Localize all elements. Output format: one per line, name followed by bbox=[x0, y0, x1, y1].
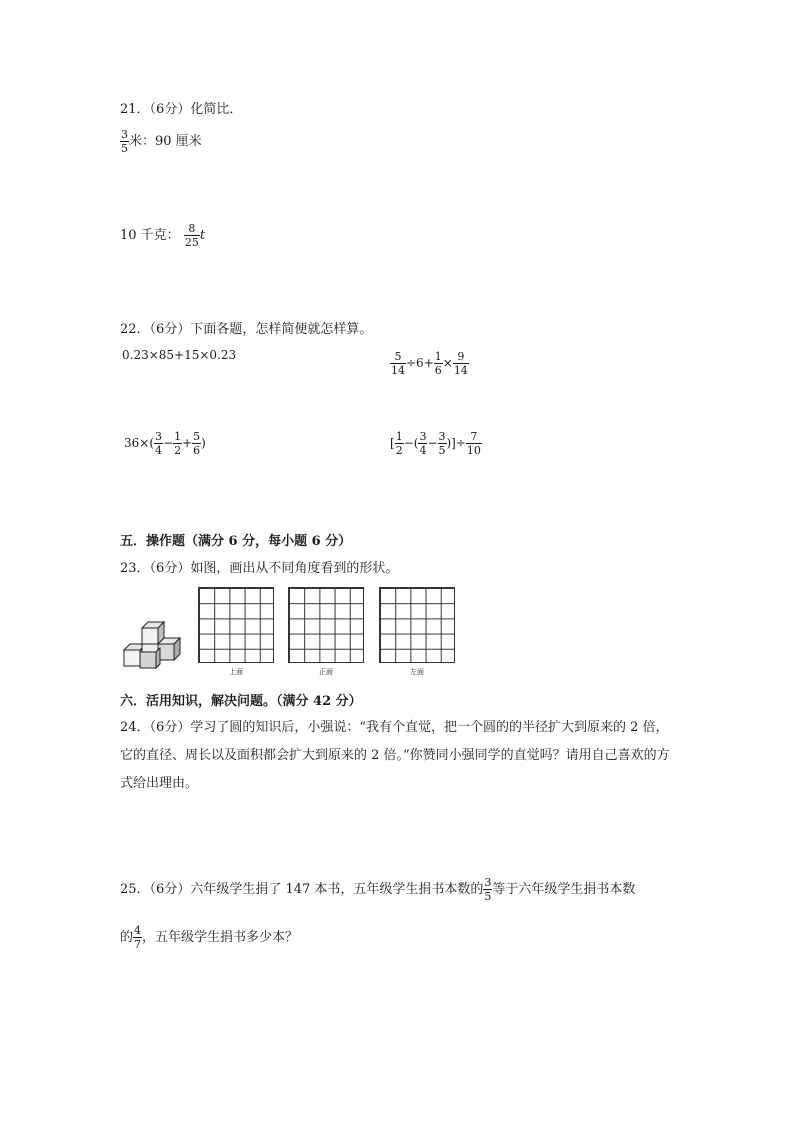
section-5-heading: 五．操作题（满分 6 分，每小题 6 分） bbox=[120, 534, 352, 549]
q22-expression-2: $\frac{5}{14}$ ÷6+ $\frac{1}{6}$ × $\frac{9}{14}$ bbox=[391, 350, 468, 377]
grid-front-view[interactable] bbox=[288, 587, 364, 663]
q25-line-1: 25．（6分）六年级学生捐了 147 本书，五年级学生捐书本数的 $\frac{3}{5}$ 等于六年级学生捐书本数 bbox=[120, 876, 636, 903]
grid-top-view[interactable] bbox=[198, 587, 274, 663]
q23-title: 23．（6分）如图，画出从不同角度看到的形状。 bbox=[120, 561, 399, 576]
q21-expression-b: 10 千克： $\frac{8}{25}$ t bbox=[120, 222, 206, 249]
grid-left-view[interactable] bbox=[379, 587, 455, 663]
q21-title: 21．（6分）化简比． bbox=[120, 102, 243, 117]
fraction: $\frac{3}{5}$ bbox=[121, 128, 128, 155]
section-6-heading: 六．活用知识，解决问题。（满分 42 分） bbox=[120, 694, 362, 709]
q22-expression-3: 36×( $\frac{3}{4}$ − $\frac{1}{2}$ + $\frac{5}{6}$ ) bbox=[124, 430, 206, 457]
fraction: $\frac{8}{25}$ bbox=[184, 222, 199, 249]
q22-title: 22．（6分）下面各题，怎样简便就怎样算。 bbox=[120, 322, 373, 337]
cube-stack-figure bbox=[120, 618, 186, 674]
fraction: $\frac{3}{5}$ bbox=[484, 876, 492, 903]
grid-label-top: 上面 bbox=[229, 668, 243, 676]
q21-expression-a: $\frac{3}{5}$ 米：90 厘米 bbox=[121, 128, 202, 155]
q22-expression-1: 0.23×85+15×0.23 bbox=[122, 348, 237, 362]
fraction: $\frac{4}{7}$ bbox=[134, 924, 142, 951]
grid-label-front: 正面 bbox=[319, 668, 333, 676]
q25-line-2: 的 $\frac{4}{7}$ ，五年级学生捐书多少本？ bbox=[120, 924, 299, 951]
q24-text: 24．（6分）学习了圆的知识后，小强说：“我有个直觉，把一个圆的的半径扩大到原来的 2 倍，它的直径、周长以及面积都会扩大到原来的 2 倍。”你赞同小强同学的直觉吗？请用自己喜欢的方式给出理由。 bbox=[120, 720, 670, 791]
q22-expression-4: [ $\frac{1}{2}$ −( $\frac{3}{4}$ − $\frac{3}{5}$ )]÷ $\frac{7}{10}$ bbox=[390, 430, 481, 457]
grid-label-left: 左面 bbox=[410, 668, 424, 676]
